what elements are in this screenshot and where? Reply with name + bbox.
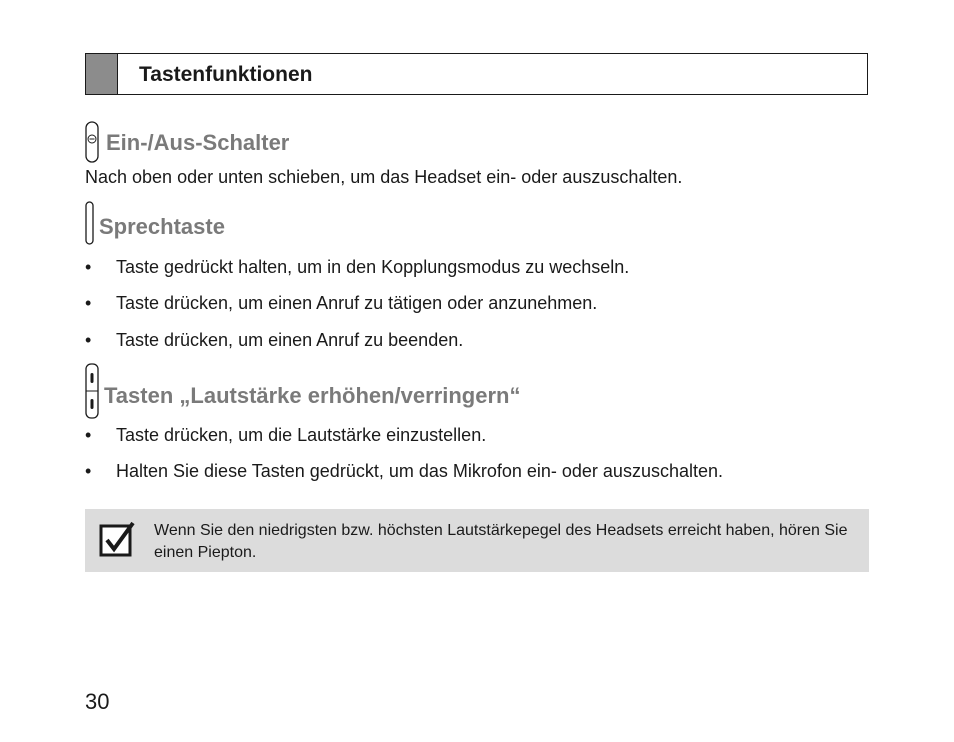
bullet-symbol: •	[85, 257, 92, 277]
list-item-text: Taste gedrückt halten, um in den Kopplungsmodus zu wechseln.	[116, 257, 630, 277]
bullet-symbol: •	[85, 330, 92, 350]
power-switch-heading: Ein-/Aus-Schalter	[106, 130, 290, 155]
section-title: Tastenfunktionen	[139, 63, 313, 86]
list-item-text: Taste drücken, um einen Anruf zu tätigen oder anzunehmen.	[116, 293, 598, 313]
bullet-symbol: •	[85, 293, 92, 313]
note-box	[85, 509, 869, 572]
talk-button-heading: Sprechtaste	[99, 214, 225, 239]
checkbox-icon	[99, 521, 137, 559]
volume-buttons-heading: Tasten „Lautstärke erhöhen/verringern“	[104, 383, 521, 408]
section-header	[85, 53, 868, 95]
bullet-symbol: •	[85, 425, 92, 445]
power-switch-description: Nach oben oder unten schieben, um das Headset ein- oder auszuschalten.	[85, 167, 683, 187]
talk-button-icon	[85, 201, 94, 245]
note-text: Wenn Sie den niedrigsten bzw. höchsten Lautstärkepegel des Headsets erreicht haben, hören Sie einen Piepton.	[154, 522, 848, 561]
section-header-block	[86, 54, 118, 94]
slide-switch-icon	[85, 121, 99, 163]
bullet-symbol: •	[85, 461, 92, 481]
volume-buttons-icon	[85, 363, 99, 419]
list-item-text: Taste drücken, um die Lautstärke einzustellen.	[116, 425, 487, 445]
list-item-text: Taste drücken, um einen Anruf zu beenden.	[116, 330, 464, 350]
page-number: 30	[85, 689, 110, 714]
list-item-text: Halten Sie diese Tasten gedrückt, um das Mikrofon ein- oder auszuschalten.	[116, 461, 723, 481]
